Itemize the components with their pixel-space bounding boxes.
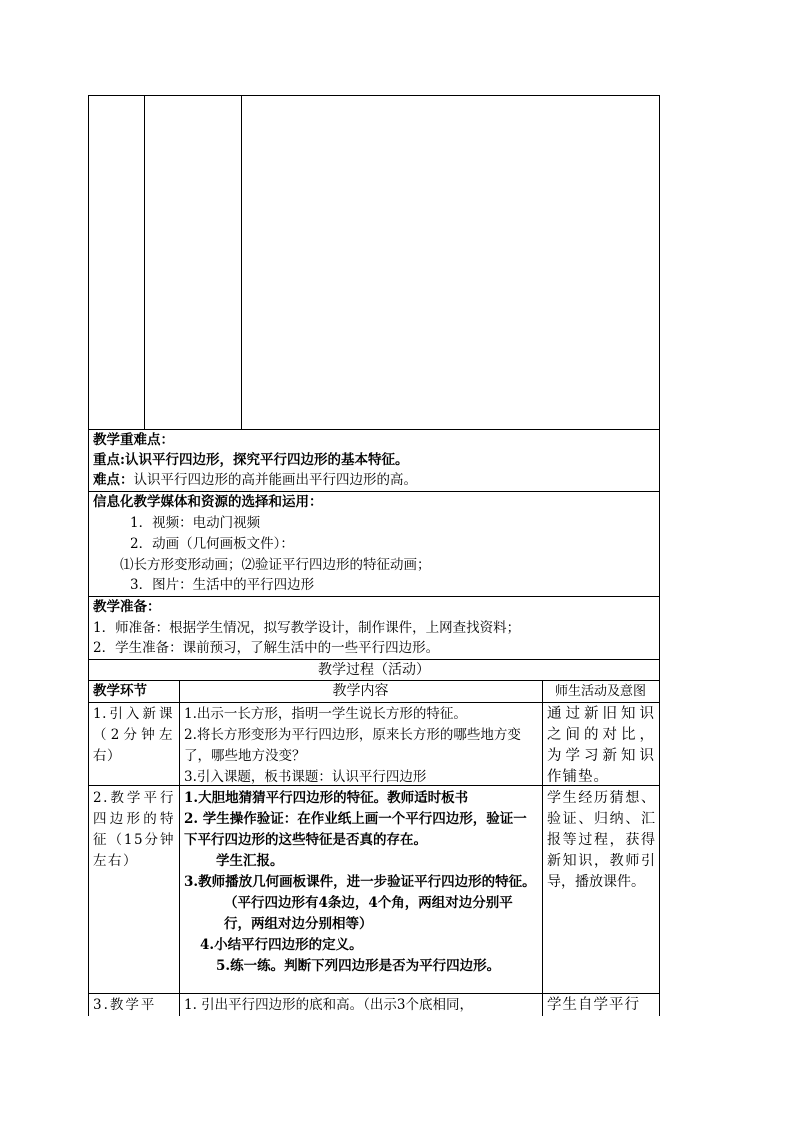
media-item: 2．动画（几何画板文件）： <box>130 536 294 552</box>
process-title: 教学过程（活动） <box>318 662 430 678</box>
difficulty-text: 认识平行四边形的高并能画出平行四边形的高。 <box>133 472 417 488</box>
key-points-focus <box>93 450 408 471</box>
content-line: 2. 学生操作验证：在作业纸上画一个平行四边形，验证一下平行四边形的这些特征是否真的存在。 <box>184 811 527 848</box>
content-line: 学生汇报。 <box>216 853 284 869</box>
key-points-heading: 教学重难点： <box>93 432 174 448</box>
row2-stage: 2.教学平行四边形的特征（15分钟左右） <box>93 790 175 869</box>
table-divider <box>179 680 180 1016</box>
table-border-left <box>88 95 89 1016</box>
row3-activity: 学生自学平行 <box>547 997 640 1013</box>
row1-activity: 通过新旧知识之间的对比，为学习新知识作铺垫。 <box>547 706 655 785</box>
key-points-difficulty <box>93 470 417 491</box>
table-divider <box>542 680 543 1016</box>
focus-label: 重点: <box>93 452 125 468</box>
header-activity: 师生活动及意图 <box>554 684 646 699</box>
media-heading: 信息化教学媒体和资源的选择和运用： <box>93 494 323 510</box>
content-line: 2.将长方形变形为平行四边形，原来长方形的哪些地方变了，哪些地方没变？ <box>184 727 521 764</box>
row1-content <box>184 704 536 788</box>
row3-stage: 3.教学平 <box>93 997 157 1013</box>
preparation-heading: 教学准备： <box>93 599 161 615</box>
content-line: 3.教师播放几何画板课件，进一步验证平行四边形的特征。 <box>184 874 536 890</box>
header-content: 教学内容 <box>332 683 389 699</box>
focus-text: 认识平行四边形，探究平行四边形的基本特征。 <box>124 452 409 468</box>
content-line: （平行四边形有4条边，4个角，两组对边分别平行，两组对边分别相等） <box>224 895 513 932</box>
table-border-right <box>659 95 660 1016</box>
media-item: ⑴长方形变形动画；⑵验证平行四边形的特征动画； <box>120 557 431 573</box>
content-line: 3.引入课题，板书课题：认识平行四边形 <box>184 769 427 785</box>
row1-stage: 1.引入新课（2分钟左右） <box>93 706 173 764</box>
row2-activity: 学生经历猜想、验证、归纳、汇报等过程，获得新知识，教师引导，播放课件。 <box>547 790 655 890</box>
content-line: 1.大胆地猜猜平行四边形的特征。教师适时板书 <box>184 790 469 806</box>
content-line: 4.小结平行四边形的定义。 <box>200 937 363 953</box>
media-item: 3．图片：生活中的平行四边形 <box>130 577 315 593</box>
preparation-item: 1．师准备：根据学生情况，拟写教学设计，制作课件，上网查找资料； <box>93 620 521 636</box>
content-line: 1.出示一长方形，指明一学生说长方形的特征。 <box>184 706 467 722</box>
table-border-top <box>88 95 660 96</box>
table-divider <box>88 702 660 703</box>
row3-content: 1. 引出平行四边形的底和高。（出示3个底相同， <box>184 997 474 1013</box>
table-divider <box>88 596 660 597</box>
row2-content <box>184 788 538 977</box>
table-divider <box>241 95 242 429</box>
header-stage: 教学环节 <box>93 683 147 699</box>
media-item: 1．视频：电动门视频 <box>130 515 261 531</box>
table-divider <box>144 95 145 429</box>
content-line: 5.练一练。判断下列四边形是否为平行四边形。 <box>216 958 501 974</box>
table-divider <box>88 993 660 994</box>
difficulty-label: 难点： <box>93 472 134 488</box>
preparation-item: 2．学生准备：课前预习，了解生活中的一些平行四边形。 <box>93 640 440 656</box>
